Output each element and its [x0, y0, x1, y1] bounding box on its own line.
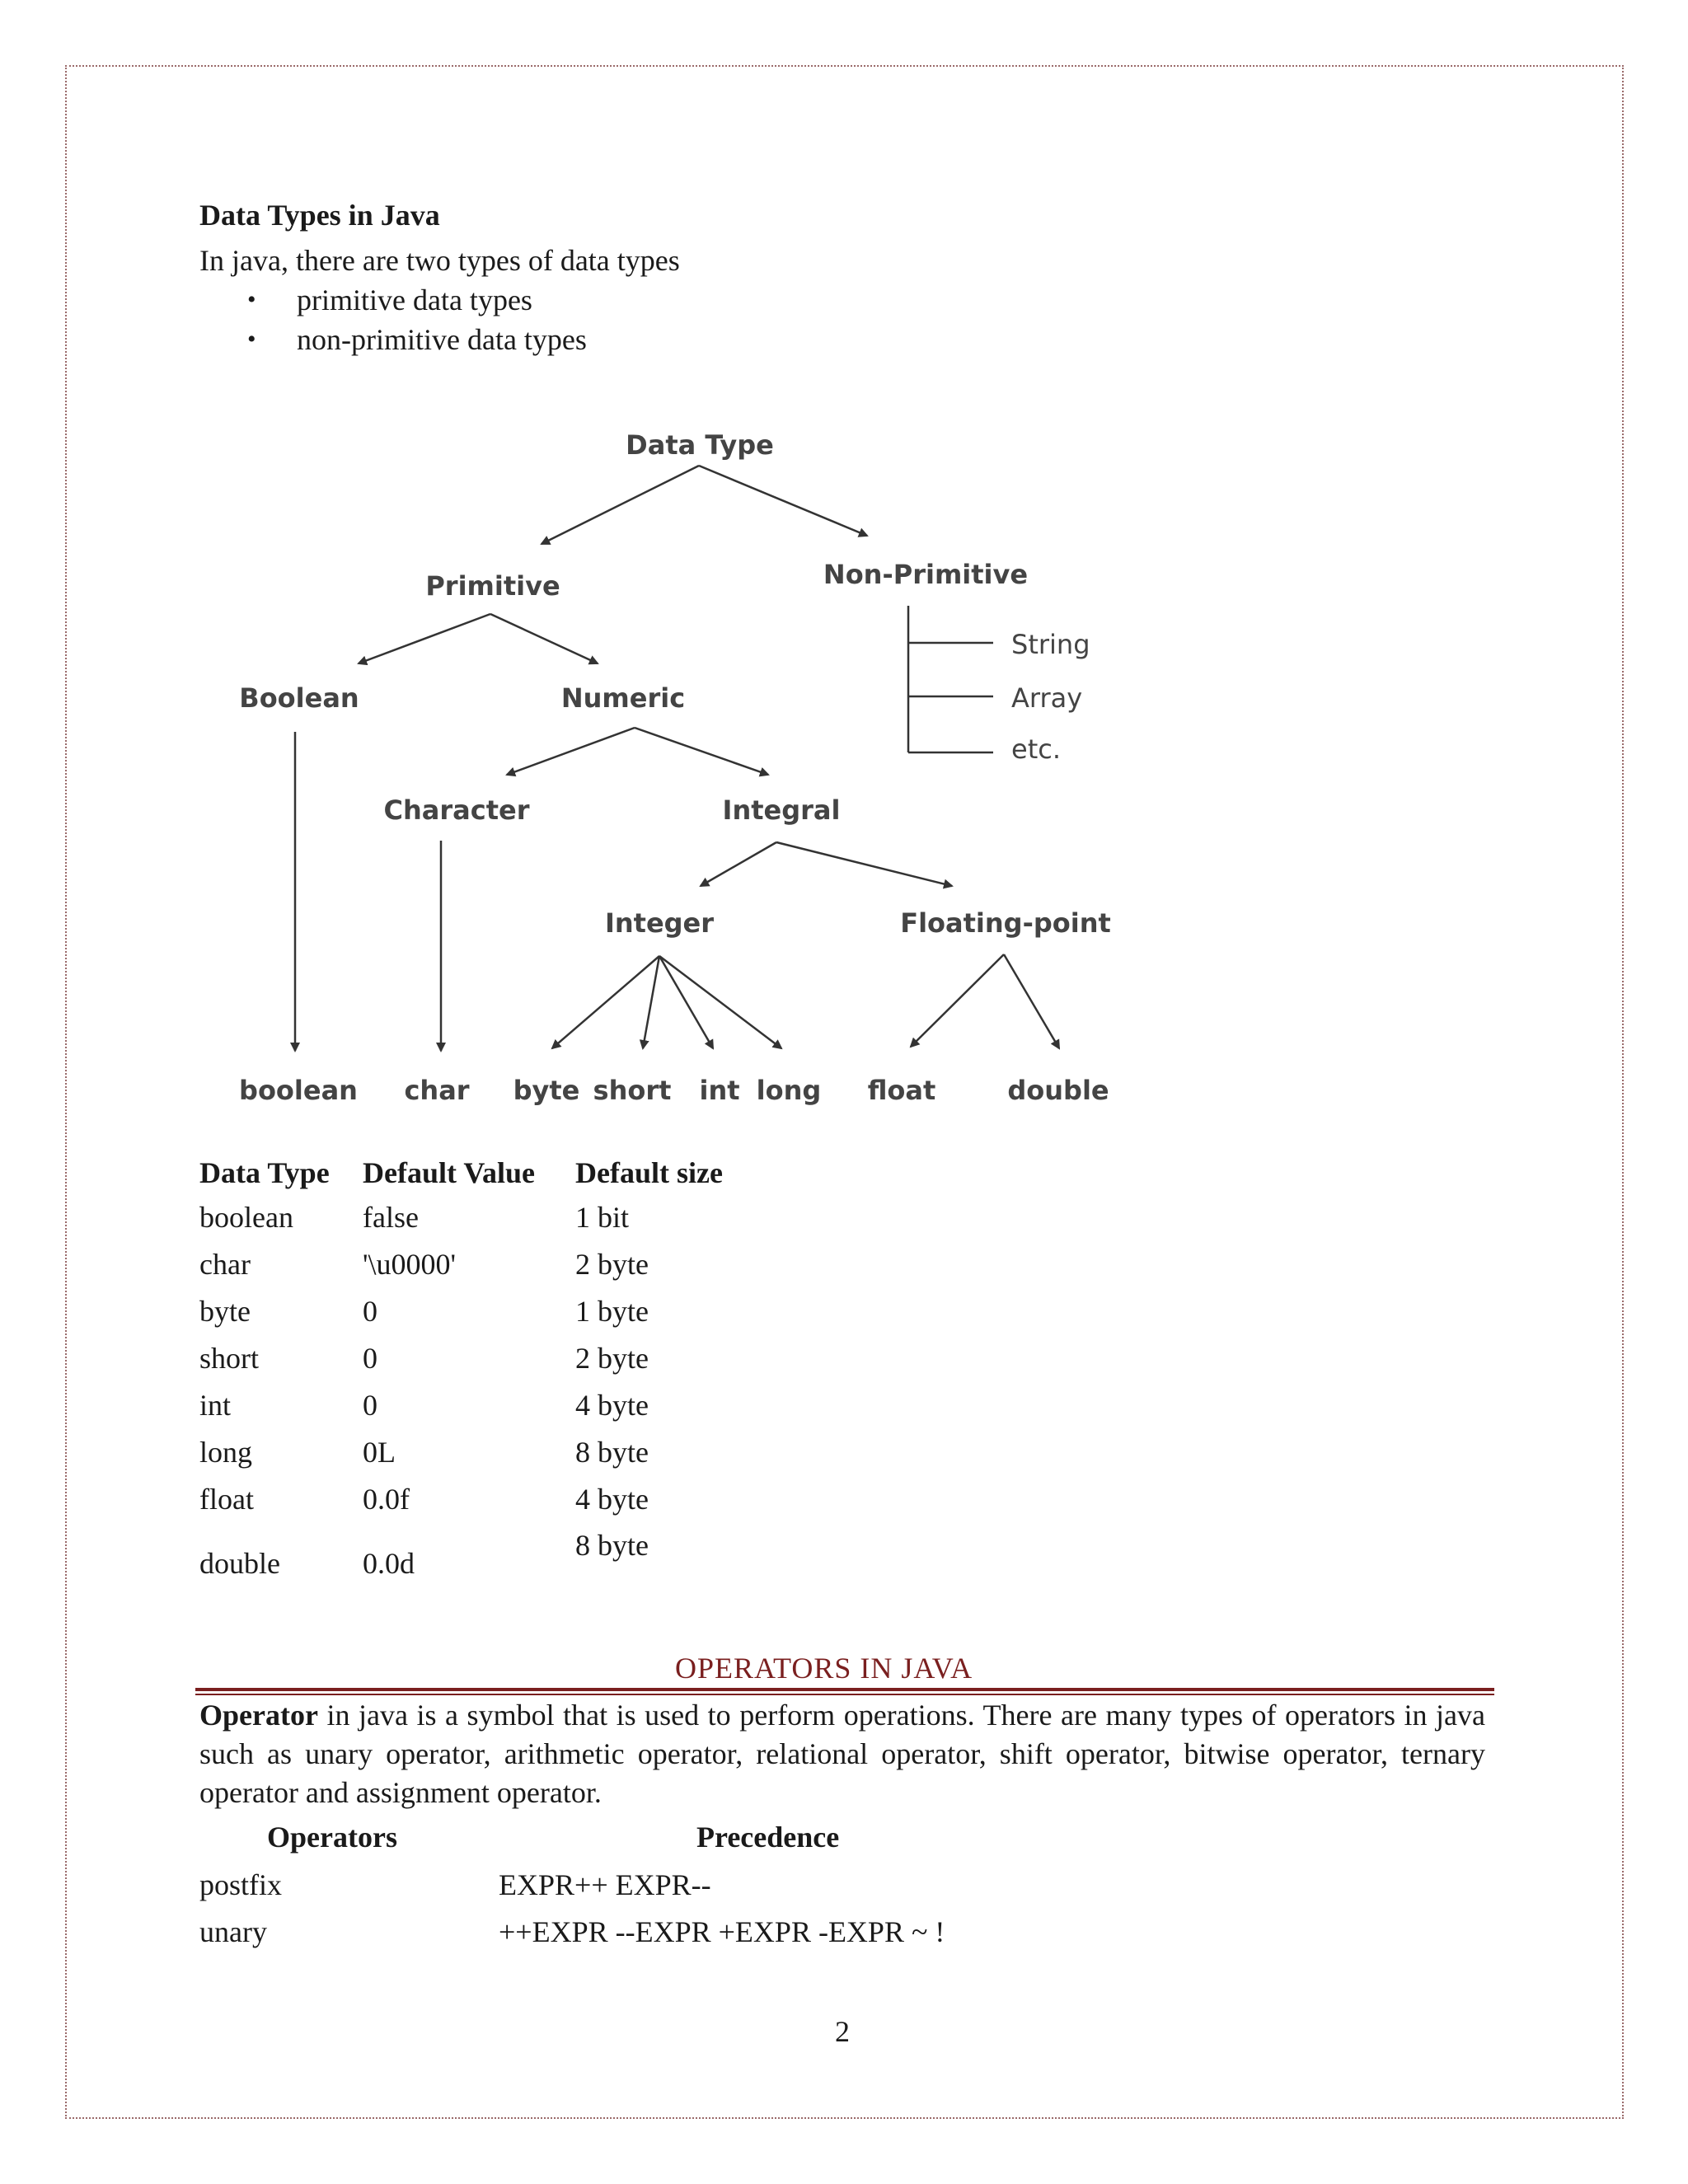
nonprimitive-item-array: Array — [1011, 682, 1083, 714]
table-cell-default: 0.0d — [363, 1547, 415, 1580]
table-cell-type: short — [199, 1342, 259, 1375]
precedence-header: Precedence — [696, 1821, 840, 1854]
table-cell-size: 2 byte — [575, 1248, 649, 1281]
arrow-integer-long — [659, 956, 781, 1048]
arrow-floating-double — [1004, 954, 1059, 1048]
table-cell-size: 8 byte — [575, 1529, 649, 1562]
node-non-primitive: Non-Primitive — [823, 559, 1029, 590]
table-cell-default: '\u0000' — [363, 1248, 456, 1281]
title-rule-thick — [195, 1688, 1494, 1691]
node-boolean: Boolean — [239, 682, 359, 714]
table-cell-type: byte — [199, 1295, 251, 1328]
operators-description: in java is a symbol that is used to perform operations. There are many types of operators in java such as unary operator, arithmetic operator, relational operator, shift operator, bitwise operator, ternary operator and assignment operator. — [199, 1699, 1485, 1809]
arrow-root-nonprimitive — [699, 466, 867, 536]
operator-row-precedence: EXPR++ EXPR-- — [499, 1868, 711, 1901]
table-cell-default: 0.0f — [363, 1483, 410, 1516]
table-header-default-size: Default size — [575, 1156, 723, 1189]
table-cell-type: long — [199, 1436, 253, 1469]
operator-term: Operator — [199, 1699, 318, 1732]
table-cell-default: 0L — [363, 1436, 396, 1469]
arrow-integral-floating — [776, 842, 952, 886]
leaf-boolean: boolean — [239, 1075, 358, 1106]
table-cell-size: 2 byte — [575, 1342, 649, 1375]
intro-text: In java, there are two types of data types — [199, 244, 680, 277]
node-integral: Integral — [722, 794, 841, 826]
table-cell-type: double — [199, 1547, 280, 1580]
operators-section-title: OPERATORS IN JAVA — [675, 1652, 973, 1685]
table-cell-size: 4 byte — [575, 1389, 649, 1422]
table-cell-default: false — [363, 1201, 419, 1234]
arrow-numeric-integral — [635, 728, 768, 775]
leaf-int: int — [699, 1075, 740, 1106]
arrow-primitive-numeric — [490, 614, 598, 663]
leaf-double: double — [1007, 1075, 1109, 1106]
node-integer: Integer — [604, 907, 715, 939]
table-cell-type: boolean — [199, 1201, 293, 1234]
nonprimitive-item-etc: etc. — [1011, 733, 1061, 765]
operators-paragraph — [199, 1696, 1485, 1812]
table-cell-type: float — [199, 1483, 254, 1516]
leaf-char: char — [404, 1075, 470, 1106]
operator-row-name: unary — [199, 1915, 267, 1948]
table-cell-default: 0 — [363, 1295, 377, 1328]
node-character: Character — [383, 794, 530, 826]
arrow-integer-short — [643, 956, 659, 1048]
node-primitive: Primitive — [425, 570, 560, 602]
node-numeric: Numeric — [560, 682, 686, 714]
leaf-byte: byte — [513, 1075, 580, 1106]
title-rule-thin — [195, 1694, 1494, 1695]
node-floating-point: Floating-point — [900, 907, 1111, 939]
node-data-type: Data Type — [626, 429, 774, 461]
arrow-root-primitive — [542, 466, 699, 544]
table-cell-size: 8 byte — [575, 1436, 649, 1469]
table-header-data-type: Data Type — [199, 1156, 330, 1189]
table-cell-size: 4 byte — [575, 1483, 649, 1516]
leaf-long: long — [756, 1075, 822, 1106]
operators-header: Operators — [267, 1821, 397, 1854]
arrow-primitive-boolean — [359, 614, 490, 663]
table-cell-default: 0 — [363, 1389, 377, 1422]
page-number: 2 — [835, 2015, 850, 2048]
leaf-float: float — [867, 1075, 936, 1106]
table-cell-default: 0 — [363, 1342, 377, 1375]
table-cell-type: char — [199, 1248, 251, 1281]
table-cell-size: 1 bit — [575, 1201, 630, 1234]
operator-row-precedence: ++EXPR --EXPR +EXPR -EXPR ~ ! — [499, 1915, 945, 1948]
arrow-floating-float — [911, 954, 1004, 1047]
nonprimitive-item-string: String — [1011, 629, 1090, 660]
section-heading: Data Types in Java — [199, 199, 440, 232]
bullet-item-primitive: • primitive data types — [239, 280, 587, 320]
arrow-integral-integer — [701, 842, 776, 886]
arrow-numeric-character — [507, 728, 635, 775]
arrow-integer-int — [659, 956, 713, 1048]
arrow-integer-byte — [552, 956, 659, 1048]
table-cell-type: int — [199, 1389, 232, 1422]
operator-row-name: postfix — [199, 1868, 283, 1901]
table-header-default-value: Default Value — [363, 1156, 536, 1189]
table-cell-size: 1 byte — [575, 1295, 649, 1328]
bullet-item-non-primitive: • non-primitive data types — [239, 320, 587, 359]
leaf-short: short — [593, 1075, 672, 1106]
